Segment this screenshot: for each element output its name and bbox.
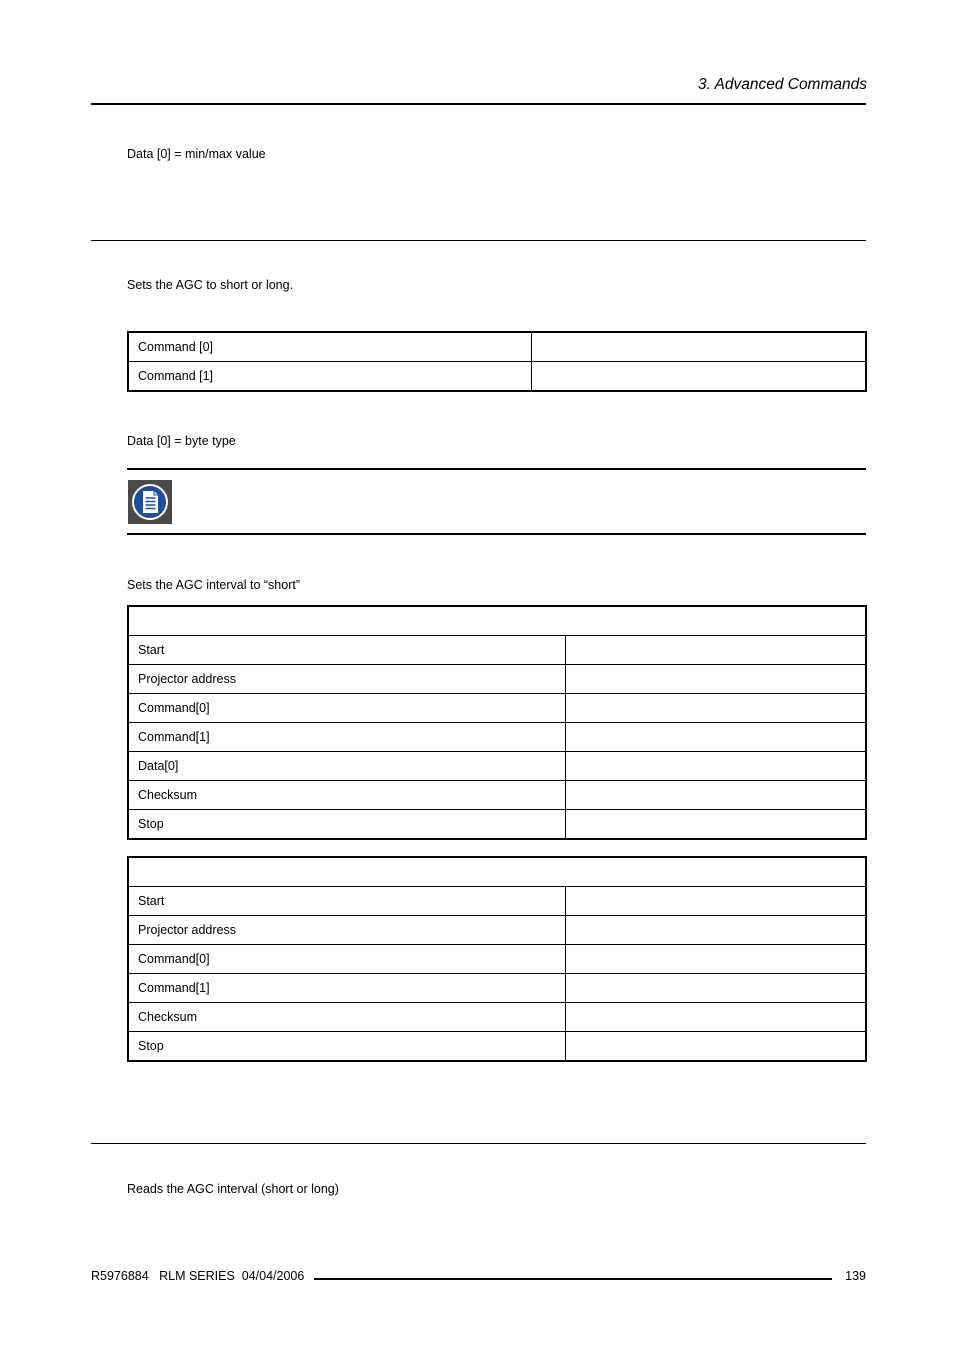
table-row	[128, 752, 866, 781]
table-row	[128, 1032, 866, 1062]
row-label: Checksum	[128, 1003, 566, 1032]
footer-rule	[314, 1278, 832, 1280]
example-table-ack	[127, 856, 867, 1062]
row-label: Checksum	[128, 781, 566, 810]
row-value	[566, 810, 867, 840]
header-rule	[91, 103, 866, 105]
table-header-row	[128, 857, 866, 887]
section-intro: Reads the AGC interval (short or long)	[127, 1182, 339, 1196]
table-row	[128, 810, 866, 840]
row-value	[566, 974, 867, 1003]
page-number: 139	[845, 1269, 866, 1283]
table-row	[128, 1003, 866, 1032]
row-label: Start	[128, 636, 566, 665]
table-row	[128, 945, 866, 974]
command-table	[127, 331, 867, 392]
command-value	[532, 332, 867, 362]
command-value	[532, 362, 867, 392]
row-value	[566, 945, 867, 974]
data-description: Data [0] = min/max value	[127, 147, 266, 161]
table-row	[128, 781, 866, 810]
row-value	[566, 665, 867, 694]
footer-doc-info: R5976884 RLM SERIES 04/04/2006	[91, 1269, 305, 1283]
table-row	[128, 362, 866, 392]
table-row	[128, 887, 866, 916]
example-table-send	[127, 605, 867, 840]
row-label: Projector address	[128, 665, 566, 694]
row-label: Projector address	[128, 916, 566, 945]
row-value	[566, 781, 867, 810]
note-top-rule	[127, 468, 866, 470]
row-label: Command[1]	[128, 723, 566, 752]
command-label: Command [1]	[128, 362, 532, 392]
chapter-title: 3. Advanced Commands	[697, 76, 867, 93]
data-description: Data [0] = byte type	[127, 434, 236, 448]
row-label: Data[0]	[128, 752, 566, 781]
table-header	[128, 857, 866, 887]
row-label: Stop	[128, 1032, 566, 1062]
section-divider	[91, 240, 866, 241]
table-header-row	[128, 606, 866, 636]
table-header	[128, 606, 866, 636]
row-value	[566, 1003, 867, 1032]
row-value	[566, 916, 867, 945]
row-value	[566, 1032, 867, 1062]
row-value	[566, 694, 867, 723]
section-divider	[91, 1143, 866, 1144]
row-label: Start	[128, 887, 566, 916]
command-label: Command [0]	[128, 332, 532, 362]
row-value	[566, 887, 867, 916]
row-value	[566, 723, 867, 752]
row-label: Stop	[128, 810, 566, 840]
note-bottom-rule	[127, 533, 866, 535]
row-label: Command[0]	[128, 945, 566, 974]
table-row	[128, 916, 866, 945]
table-row	[128, 723, 866, 752]
section-intro: Sets the AGC to short or long.	[127, 278, 294, 292]
row-value	[566, 752, 867, 781]
table-row	[128, 636, 866, 665]
row-value	[566, 636, 867, 665]
example-text: Sets the AGC interval to “short”	[127, 578, 300, 592]
table-row	[128, 665, 866, 694]
note-document-icon	[128, 480, 172, 524]
table-row	[128, 332, 866, 362]
row-label: Command[1]	[128, 974, 566, 1003]
table-row	[128, 974, 866, 1003]
table-row	[128, 694, 866, 723]
row-label: Command[0]	[128, 694, 566, 723]
